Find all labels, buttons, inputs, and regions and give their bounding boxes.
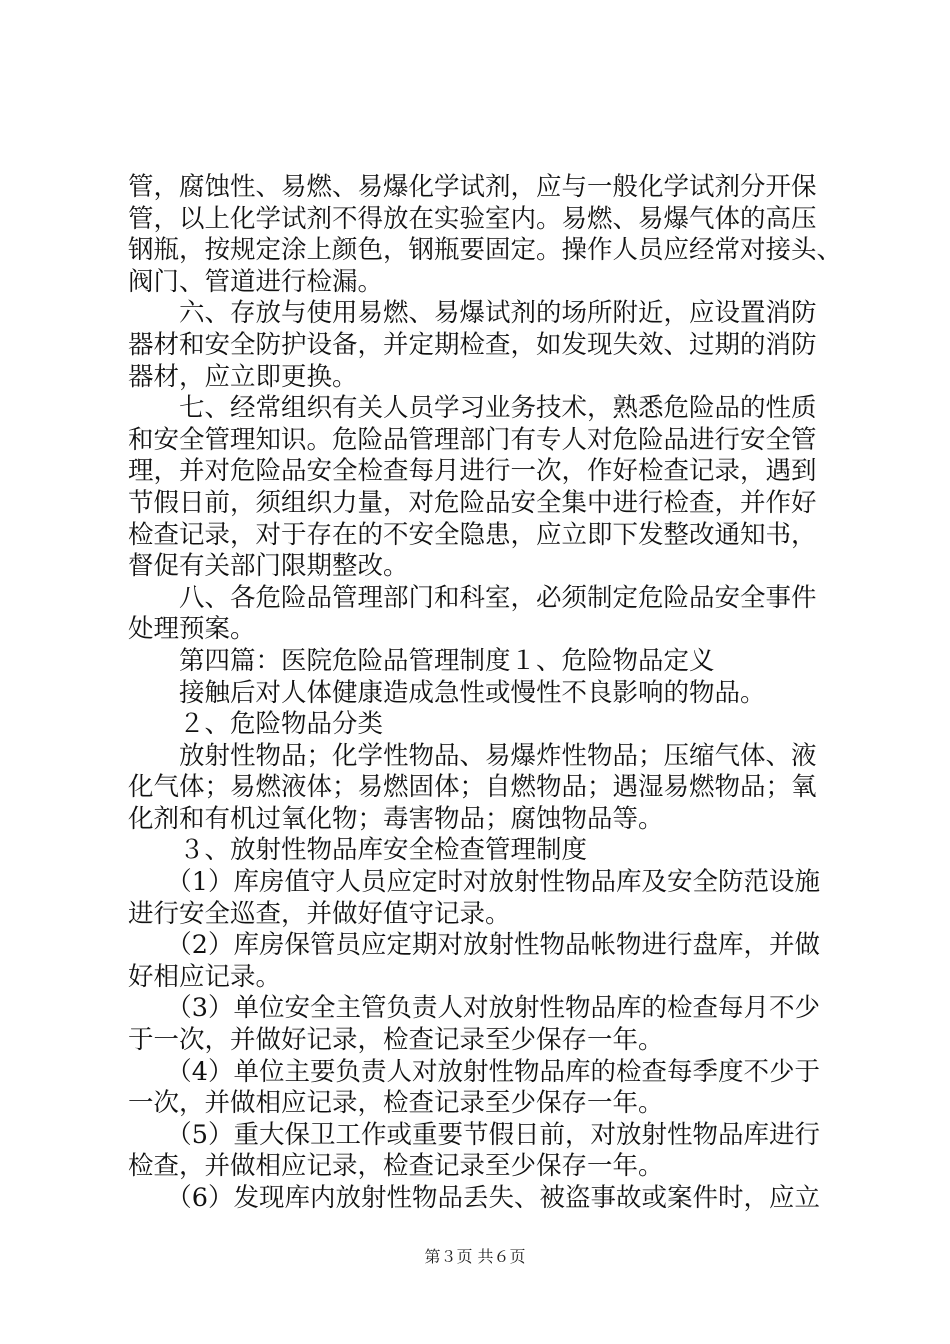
- text-line: 进行安全巡查，并做好值守记录。: [128, 898, 511, 929]
- document-body: [128, 172, 843, 1215]
- text-line: 钢瓶，按规定涂上颜色，钢瓶要固定。操作人员应经常对接头、: [128, 235, 843, 266]
- text-line: 化剂和有机过氧化物；毒害物品；腐蚀物品等。: [128, 803, 664, 834]
- text-line: 接触后对人体健康造成急性或慢性不良影响的物品。: [128, 677, 766, 708]
- text-line: 和安全管理知识。危险品管理部门有专人对危险品进行安全管: [128, 424, 817, 455]
- text-line: 器材和安全防护设备，并定期检查，如发现失效、过期的消防: [128, 329, 817, 360]
- text-line: 器材，应立即更换。: [128, 361, 358, 392]
- text-line: 管，以上化学试剂不得放在实验室内。易燃、易爆气体的高压: [128, 203, 817, 234]
- text-line: 七、经常组织有关人员学习业务技术，熟悉危险品的性质: [128, 393, 817, 424]
- text-line: 于一次，并做好记录，检查记录至少保存一年。: [128, 1025, 664, 1056]
- text-line: 化气体；易燃液体；易燃固体；自燃物品；遇湿易燃物品；氧: [128, 772, 817, 803]
- text-line: （1）库房值守人员应定时对放射性物品库及安全防范设施: [128, 867, 820, 898]
- text-line: 阀门、管道进行检漏。: [128, 266, 384, 297]
- text-line: 节假日前，须组织力量，对危险品安全集中进行检查，并作好: [128, 487, 817, 518]
- text-line: 检查记录，对于存在的不安全隐患，应立即下发整改通知书，: [128, 519, 817, 550]
- text-line: （3）单位安全主管负责人对放射性物品库的检查每月不少: [128, 993, 820, 1024]
- text-line: 理，并对危险品安全检查每月进行一次，作好检查记录，遇到: [128, 456, 817, 487]
- text-line: 管，腐蚀性、易燃、易爆化学试剂，应与一般化学试剂分开保: [128, 172, 817, 202]
- text-line: 一次，并做相应记录，检查记录至少保存一年。: [128, 1088, 664, 1119]
- text-line: ３、放射性物品库安全检查管理制度: [128, 835, 588, 866]
- text-line: 检查，并做相应记录，检查记录至少保存一年。: [128, 1151, 664, 1182]
- text-line: 好相应记录。: [128, 961, 282, 992]
- text-line: （4）单位主要负责人对放射性物品库的检查每季度不少于: [128, 1056, 820, 1087]
- text-line: 处理预案。: [128, 614, 256, 645]
- text-line: 放射性物品；化学性物品、易爆炸性物品；压缩气体、液: [128, 740, 817, 771]
- text-line: 六、存放与使用易燃、易爆试剂的场所附近，应设置消防: [128, 298, 817, 329]
- text-line: 第四篇：医院危险品管理制度１、危险物品定义: [128, 645, 715, 676]
- page-footer: 第３页 共６页: [424, 1247, 526, 1266]
- text-line: （6）发现库内放射性物品丢失、被盗事故或案件时，应立: [128, 1183, 820, 1213]
- text-line: （2）库房保管员应定期对放射性物品帐物进行盘库，并做: [128, 930, 820, 961]
- text-line: ２、危险物品分类: [128, 709, 384, 740]
- text-line: 八、各危险品管理部门和科室，必须制定危险品安全事件: [128, 582, 817, 613]
- text-line: （5）重大保卫工作或重要节假日前，对放射性物品库进行: [128, 1119, 820, 1150]
- text-line: 督促有关部门限期整改。: [128, 551, 409, 582]
